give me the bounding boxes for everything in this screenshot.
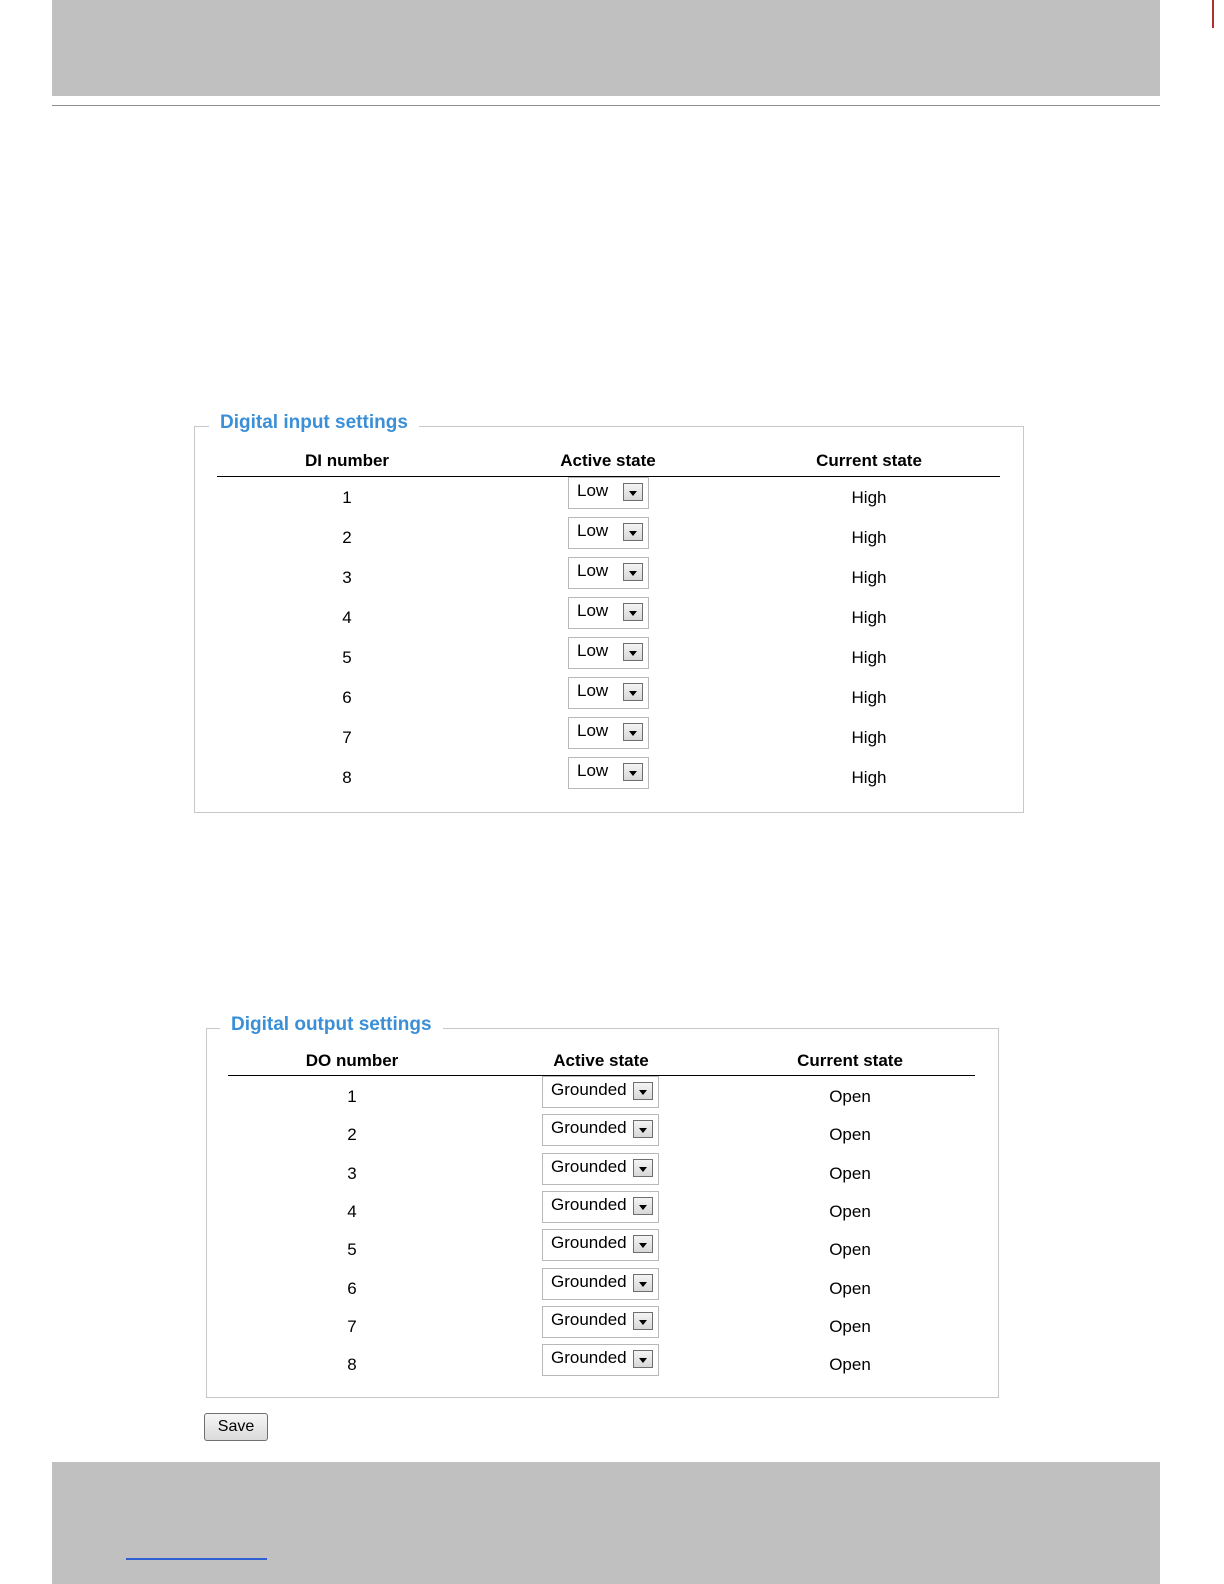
di-number-cell: 6 bbox=[342, 688, 352, 707]
di-active-state-select[interactable] bbox=[568, 477, 649, 509]
chevron-down-icon[interactable] bbox=[633, 1235, 653, 1253]
di-active-state-value: Low bbox=[577, 641, 609, 660]
chevron-down-icon[interactable] bbox=[633, 1274, 653, 1292]
do-active-state-value: Grounded bbox=[551, 1309, 627, 1329]
do-number-cell: 5 bbox=[347, 1240, 357, 1260]
di-current-state-cell: High bbox=[851, 688, 887, 707]
do-number-cell: 2 bbox=[347, 1125, 357, 1145]
digital-input-legend: Digital input settings bbox=[209, 411, 419, 435]
chevron-down-icon[interactable] bbox=[633, 1082, 653, 1100]
di-active-state-value: Low bbox=[577, 601, 609, 620]
header-accent bbox=[1212, 0, 1214, 28]
di-current-state-cell: High bbox=[851, 728, 887, 747]
di-active-state-value: Low bbox=[577, 561, 609, 580]
di-current-state-cell: High bbox=[851, 768, 887, 787]
do-number-cell: 6 bbox=[347, 1278, 357, 1298]
di-current-state-cell: High bbox=[851, 568, 887, 587]
di-number-cell: 1 bbox=[342, 488, 352, 507]
do-current-state-cell: Open bbox=[829, 1240, 871, 1260]
do-active-state-header: Active state bbox=[553, 1051, 649, 1070]
do-number-cell: 7 bbox=[347, 1316, 357, 1336]
chevron-down-icon[interactable] bbox=[633, 1120, 653, 1138]
di-active-state-value: Low bbox=[577, 521, 609, 540]
do-active-state-select[interactable] bbox=[542, 1114, 659, 1146]
header-divider bbox=[52, 105, 1160, 106]
di-current-state-cell: High bbox=[851, 648, 887, 667]
di-current-state-cell: High bbox=[851, 488, 887, 507]
digital-output-legend: Digital output settings bbox=[220, 1013, 443, 1037]
do-current-state-cell: Open bbox=[829, 1163, 871, 1183]
do-active-state-select[interactable] bbox=[542, 1191, 659, 1223]
do-number-cell: 4 bbox=[347, 1201, 357, 1221]
di-number-cell: 5 bbox=[342, 648, 352, 667]
di-number-cell: 2 bbox=[342, 528, 352, 547]
di-active-state-select[interactable] bbox=[568, 637, 649, 669]
di-current-state-cell: High bbox=[851, 528, 887, 547]
do-current-state-cell: Open bbox=[829, 1125, 871, 1145]
do-active-state-value: Grounded bbox=[551, 1080, 627, 1099]
do-active-state-select[interactable] bbox=[542, 1268, 659, 1300]
do-active-state-select[interactable] bbox=[542, 1344, 659, 1376]
do-active-state-value: Grounded bbox=[551, 1271, 627, 1291]
chevron-down-icon[interactable] bbox=[633, 1197, 653, 1215]
do-current-state-cell: Open bbox=[829, 1278, 871, 1298]
do-active-state-select[interactable] bbox=[542, 1153, 659, 1185]
chevron-down-icon[interactable] bbox=[623, 723, 643, 741]
chevron-down-icon[interactable] bbox=[633, 1350, 653, 1368]
di-active-state-value: Low bbox=[577, 721, 609, 740]
do-current-state-cell: Open bbox=[829, 1316, 871, 1336]
di-current-state-cell: High bbox=[851, 608, 887, 627]
chevron-down-icon[interactable] bbox=[633, 1312, 653, 1330]
do-number-cell: 3 bbox=[347, 1163, 357, 1183]
di-active-state-select[interactable] bbox=[568, 677, 649, 709]
do-current-state-header: Current state bbox=[797, 1051, 903, 1070]
di-number-cell: 8 bbox=[342, 768, 352, 787]
di-active-state-select[interactable] bbox=[568, 757, 649, 789]
di-number-header: DI number bbox=[304, 451, 390, 470]
di-number-cell: 4 bbox=[342, 608, 352, 627]
di-current-state-header: Current state bbox=[816, 451, 922, 470]
do-number-cell: 1 bbox=[347, 1087, 357, 1106]
do-active-state-select[interactable] bbox=[542, 1306, 659, 1338]
chevron-down-icon[interactable] bbox=[623, 643, 643, 661]
do-current-state-cell: Open bbox=[829, 1355, 871, 1375]
di-active-state-select[interactable] bbox=[568, 717, 649, 749]
do-number-cell: 8 bbox=[347, 1355, 357, 1375]
di-active-state-value: Low bbox=[577, 681, 609, 700]
di-number-cell: 7 bbox=[342, 728, 352, 747]
footer-link[interactable] bbox=[126, 1558, 267, 1560]
chevron-down-icon[interactable] bbox=[623, 563, 643, 581]
do-number-header: DO number bbox=[305, 1051, 399, 1070]
do-active-state-select[interactable] bbox=[542, 1076, 659, 1108]
chevron-down-icon[interactable] bbox=[633, 1159, 653, 1177]
do-active-state-value: Grounded bbox=[551, 1118, 627, 1138]
di-active-state-value: Low bbox=[577, 761, 609, 780]
di-number-cell: 3 bbox=[342, 568, 352, 587]
chevron-down-icon[interactable] bbox=[623, 483, 643, 501]
do-active-state-value: Grounded bbox=[551, 1194, 627, 1214]
do-active-state-value: Grounded bbox=[551, 1156, 627, 1176]
do-current-state-cell: Open bbox=[829, 1087, 871, 1106]
do-current-state-cell: Open bbox=[829, 1201, 871, 1221]
chevron-down-icon[interactable] bbox=[623, 763, 643, 781]
di-active-state-select[interactable] bbox=[568, 557, 649, 589]
do-active-state-select[interactable] bbox=[542, 1229, 659, 1261]
page-footer-bar bbox=[52, 1462, 1160, 1584]
di-active-state-value: Low bbox=[577, 481, 609, 500]
di-active-state-select[interactable] bbox=[568, 517, 649, 549]
di-active-state-header: Active state bbox=[560, 451, 656, 470]
save-button[interactable]: Save bbox=[204, 1413, 268, 1441]
do-active-state-value: Grounded bbox=[551, 1348, 627, 1368]
do-active-state-value: Grounded bbox=[551, 1233, 627, 1253]
chevron-down-icon[interactable] bbox=[623, 523, 643, 541]
chevron-down-icon[interactable] bbox=[623, 603, 643, 621]
chevron-down-icon[interactable] bbox=[623, 683, 643, 701]
page-header-bar bbox=[52, 0, 1160, 96]
di-active-state-select[interactable] bbox=[568, 597, 649, 629]
